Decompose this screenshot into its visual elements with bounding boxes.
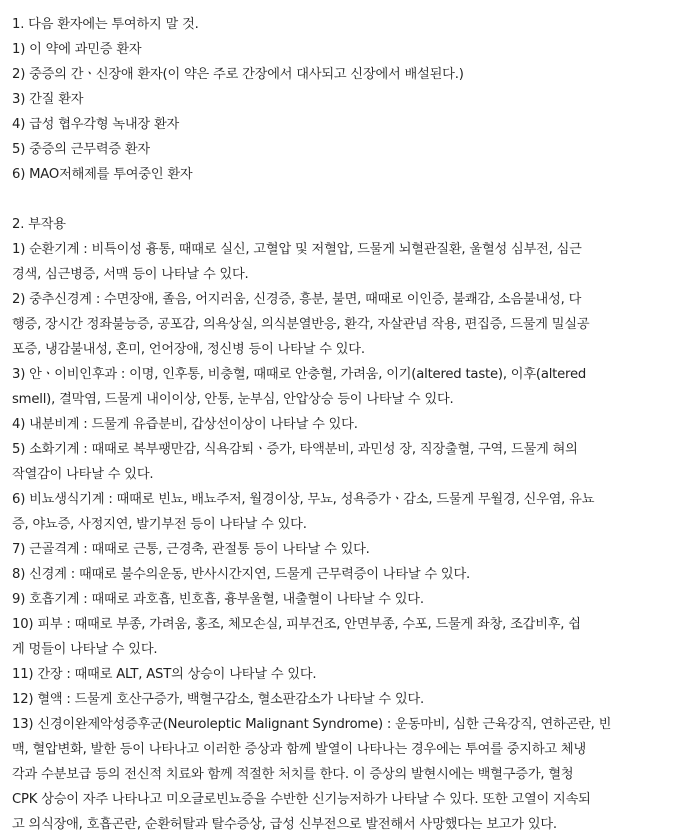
side-effect-line: 8) 신경계 : 때때로 불수의운동, 반사시간지연, 드물게 근무력증이 나타날 수 있다.	[12, 567, 470, 582]
contraindications-section	[12, 12, 679, 187]
side-effect-line: 4) 내분비계 : 드물게 유즙분비, 갑상선이상이 나타날 수 있다.	[12, 417, 358, 432]
paragraph-spacer	[12, 187, 679, 212]
side-effect-line: 경색, 심근병증, 서맥 등이 나타날 수 있다.	[12, 267, 249, 282]
contraindication-item: 1) 이 약에 과민증 환자	[12, 42, 142, 57]
contraindication-item: 4) 급성 협우각형 녹내장 환자	[12, 117, 180, 132]
side-effect-line: 9) 호흡기계 : 때때로 과호흡, 빈호흡, 흉부울혈, 내출혈이 나타날 수 있다.	[12, 592, 424, 607]
side-effect-line: 각과 수분보급 등의 전신적 치료와 함께 적절한 처치를 한다. 이 증상의 발현시에는 백혈구증가, 혈청	[12, 767, 574, 782]
side-effect-line: 1) 순환기계 : 비특이성 흉통, 때때로 실신, 고혈압 및 저혈압, 드물게 뇌혈관질환, 울혈성 심부전, 심근	[12, 242, 582, 257]
section-heading-contraindications: 1. 다음 환자에는 투여하지 말 것.	[12, 17, 199, 32]
side-effect-line: 12) 혈액 : 드물게 호산구증가, 백혈구감소, 혈소판감소가 나타날 수 있다.	[12, 692, 425, 707]
side-effect-line: 고 의식장애, 호흡곤란, 순환허탈과 탈수증상, 급성 신부전으로 발전해서 사망했다는 보고가 있다.	[12, 817, 557, 832]
side-effect-line: 2) 중추신경계 : 수면장애, 졸음, 어지러움, 신경증, 흥분, 불면, 때때로 이인증, 불쾌감, 소음불내성, 다	[12, 292, 582, 307]
contraindication-item: 6) MAO저해제를 투여중인 환자	[12, 167, 193, 182]
side-effects-section	[12, 212, 679, 837]
side-effect-line: 13) 신경이완제악성증후군(Neuroleptic Malignant Syndrome) : 운동마비, 심한 근육강직, 연하곤란, 빈	[12, 717, 612, 732]
side-effect-line: 10) 피부 : 때때로 부종, 가려움, 홍조, 체모손실, 피부건조, 안면부종, 수포, 드물게 좌창, 조갑비후, 쉽	[12, 617, 581, 632]
side-effect-line: 게 멍들이 나타날 수 있다.	[12, 642, 158, 657]
side-effect-line: 3) 안ㆍ이비인후과 : 이명, 인후통, 비충혈, 때때로 안충혈, 가려움, 이기(altered taste), 이후(altered	[12, 367, 587, 382]
contraindication-item: 5) 중증의 근무력증 환자	[12, 142, 150, 157]
side-effect-line: 포증, 냉감불내성, 혼미, 언어장애, 정신병 등이 나타날 수 있다.	[12, 342, 365, 357]
side-effect-line: 작열감이 나타날 수 있다.	[12, 467, 154, 482]
section-heading-side-effects: 2. 부작용	[12, 217, 66, 232]
side-effect-line: CPK 상승이 자주 나타나고 미오글로빈뇨증을 수반한 신기능저하가 나타날 수 있다. 또한 고열이 지속되	[12, 792, 591, 807]
side-effect-line: 7) 근골격계 : 때때로 근통, 근경축, 관절통 등이 나타날 수 있다.	[12, 542, 370, 557]
side-effect-line: 5) 소화기계 : 때때로 복부팽만감, 식욕감퇴ㆍ증가, 타액분비, 과민성 장, 직장출혈, 구역, 드물게 혀의	[12, 442, 578, 457]
contraindication-item: 3) 간질 환자	[12, 92, 84, 107]
side-effect-line: 6) 비뇨생식기계 : 때때로 빈뇨, 배뇨주저, 월경이상, 무뇨, 성욕증가ㆍ감소, 드물게 무월경, 신우염, 유뇨	[12, 492, 595, 507]
side-effect-line: smell), 결막염, 드물게 내이이상, 안통, 눈부심, 안압상승 등이 나타날 수 있다.	[12, 392, 454, 407]
side-effect-line: 11) 간장 : 때때로 ALT, AST의 상승이 나타날 수 있다.	[12, 667, 317, 682]
side-effect-line: 증, 야뇨증, 사정지연, 발기부전 등이 나타날 수 있다.	[12, 517, 307, 532]
contraindication-item: 2) 중증의 간ㆍ신장애 환자(이 약은 주로 간장에서 대사되고 신장에서 배설된다.)	[12, 67, 464, 82]
side-effect-line: 맥, 혈압변화, 발한 등이 나타나고 이러한 증상과 함께 발열이 나타나는 경우에는 투여를 중지하고 체냉	[12, 742, 586, 757]
side-effect-line: 행증, 장시간 정좌불능증, 공포감, 의욕상실, 의식분열반응, 환각, 자살관념 작용, 편집증, 드물게 밀실공	[12, 317, 590, 332]
